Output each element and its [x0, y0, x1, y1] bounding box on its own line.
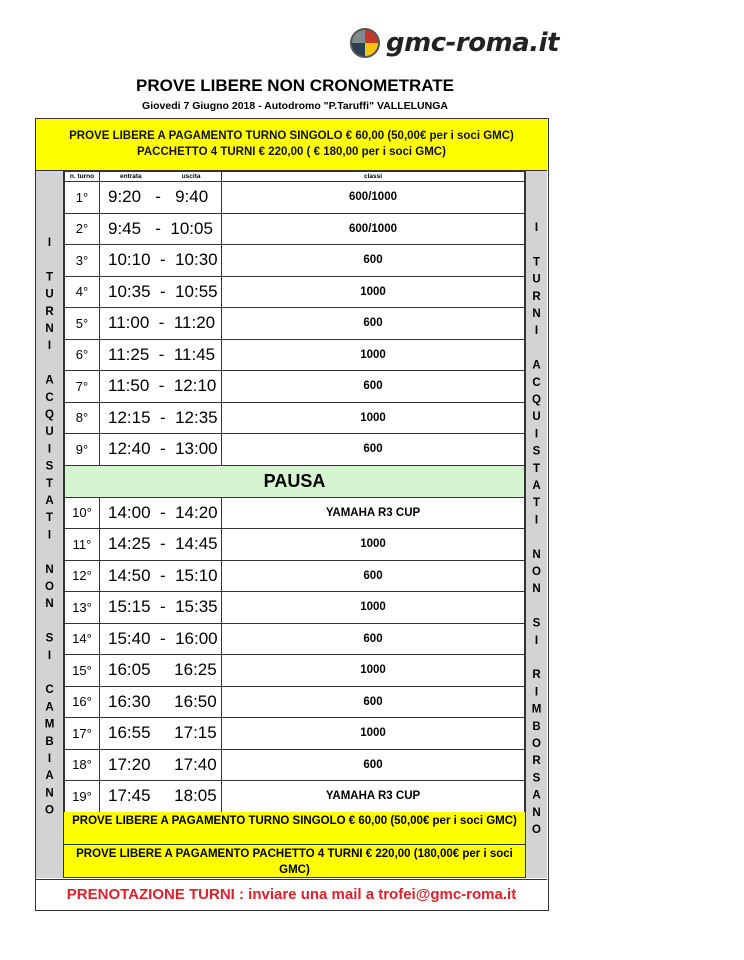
turn-classes: 1000 — [222, 402, 525, 434]
turn-number: 15° — [65, 655, 100, 687]
turn-number: 4° — [65, 276, 100, 308]
turn-time: 12:40 - 13:00 — [100, 434, 222, 466]
side-note-right-text: I TURNI ACQUISTATI NON SI RIMBORSANO — [530, 222, 543, 842]
turn-classes: 600 — [222, 308, 525, 340]
turn-number: 14° — [65, 623, 100, 655]
turn-time: 17:20 17:40 — [100, 749, 222, 781]
turn-classes: 600 — [222, 686, 525, 718]
schedule-table — [64, 171, 525, 813]
col-uscita: uscita — [181, 173, 201, 180]
table-row — [65, 749, 525, 781]
side-note-right — [525, 171, 547, 878]
turn-time: 9:45 - 10:05 — [100, 213, 222, 245]
footer-price-package: PROVE LIBERE A PAGAMENTO PACHETTO 4 TURNI € 220,00 (180,00€ per i soci GMC) — [64, 845, 525, 878]
page-subtitle: Giovedi 7 Giugno 2018 - Autodromo "P.Taruffi" VALLELUNGA — [142, 100, 448, 112]
table-row — [65, 276, 525, 308]
turn-time: 15:15 - 15:35 — [100, 592, 222, 624]
turn-time: 11:00 - 11:20 — [100, 308, 222, 340]
turn-number: 7° — [65, 371, 100, 403]
table-row — [65, 623, 525, 655]
turn-number: 10° — [65, 497, 100, 529]
price-line-package: PACCHETTO 4 TURNI € 220,00 ( € 180,00 per i soci GMC) — [137, 146, 446, 158]
turn-classes: 600 — [222, 371, 525, 403]
table-row — [65, 781, 525, 813]
turn-number: 12° — [65, 560, 100, 592]
turn-time: 12:15 - 12:35 — [100, 402, 222, 434]
table-row — [65, 371, 525, 403]
table-row — [65, 497, 525, 529]
turn-time: 16:30 16:50 — [100, 686, 222, 718]
turn-classes: 1000 — [222, 718, 525, 750]
turn-classes: 600/1000 — [222, 213, 525, 245]
table-row — [65, 560, 525, 592]
table-row — [65, 655, 525, 687]
table-row — [65, 592, 525, 624]
price-header — [36, 119, 547, 171]
col-n: n. turno — [65, 172, 100, 182]
page-title: PROVE LIBERE NON CRONOMETRATE — [136, 76, 454, 95]
turn-number: 16° — [65, 686, 100, 718]
turn-classes: 1000 — [222, 655, 525, 687]
table-row — [65, 245, 525, 277]
turn-time: 10:35 - 10:55 — [100, 276, 222, 308]
side-note-left — [36, 171, 64, 878]
turn-time: 14:00 - 14:20 — [100, 497, 222, 529]
turn-number: 2° — [65, 213, 100, 245]
turn-number: 6° — [65, 339, 100, 371]
turn-classes: 1000 — [222, 529, 525, 561]
turn-time: 16:55 17:15 — [100, 718, 222, 750]
table-row — [65, 182, 525, 214]
logo — [350, 28, 559, 58]
turn-time: 15:40 - 16:00 — [100, 623, 222, 655]
turn-classes: 1000 — [222, 592, 525, 624]
pause-row: PAUSA — [65, 465, 525, 497]
schedule-box — [35, 118, 549, 911]
turn-classes: 600 — [222, 434, 525, 466]
turn-number: 19° — [65, 781, 100, 813]
table-row — [65, 213, 525, 245]
turn-time: 17:45 18:05 — [100, 781, 222, 813]
helmet-logo-icon — [350, 28, 380, 58]
col-times — [100, 172, 222, 182]
turn-classes: 600 — [222, 623, 525, 655]
table-row — [65, 434, 525, 466]
turn-time: 11:50 - 12:10 — [100, 371, 222, 403]
turn-number: 1° — [65, 182, 100, 214]
side-note-left-text: I TURNI ACQUISTATI NON SI CAMBIANO — [43, 237, 56, 822]
turn-number: 17° — [65, 718, 100, 750]
turn-number: 11° — [65, 529, 100, 561]
turn-number: 13° — [65, 592, 100, 624]
turn-time: 16:05 16:25 — [100, 655, 222, 687]
turn-classes: 600/1000 — [222, 182, 525, 214]
turn-classes: 1000 — [222, 339, 525, 371]
turn-classes: 600 — [222, 245, 525, 277]
turn-number: 9° — [65, 434, 100, 466]
turn-time: 14:50 - 15:10 — [100, 560, 222, 592]
turn-classes: YAMAHA R3 CUP — [222, 781, 525, 813]
booking-note: PRENOTAZIONE TURNI : inviare una mail a trofei@gmc-roma.it — [36, 879, 547, 910]
table-row — [65, 308, 525, 340]
turn-number: 18° — [65, 749, 100, 781]
table-row — [65, 402, 525, 434]
turn-number: 5° — [65, 308, 100, 340]
turn-classes: 600 — [222, 749, 525, 781]
price-line-single: PROVE LIBERE A PAGAMENTO TURNO SINGOLO € 60,00 (50,00€ per i soci GMC) — [69, 130, 514, 142]
turn-number: 3° — [65, 245, 100, 277]
table-row — [65, 686, 525, 718]
turn-classes: 1000 — [222, 276, 525, 308]
turn-time: 14:25 - 14:45 — [100, 529, 222, 561]
table-row — [65, 718, 525, 750]
turn-classes: YAMAHA R3 CUP — [222, 497, 525, 529]
col-classes: classi — [222, 172, 525, 182]
col-entrata: entrata — [120, 173, 142, 180]
logo-text: gmc-roma.it — [386, 28, 559, 58]
table-row — [65, 339, 525, 371]
turn-time: 9:20 - 9:40 — [100, 182, 222, 214]
table-row — [65, 529, 525, 561]
turn-number: 8° — [65, 402, 100, 434]
footer-price-single: PROVE LIBERE A PAGAMENTO TURNO SINGOLO € 60,00 (50,00€ per i soci GMC) — [64, 812, 525, 845]
turn-time: 10:10 - 10:30 — [100, 245, 222, 277]
turn-classes: 600 — [222, 560, 525, 592]
turn-time: 11:25 - 11:45 — [100, 339, 222, 371]
